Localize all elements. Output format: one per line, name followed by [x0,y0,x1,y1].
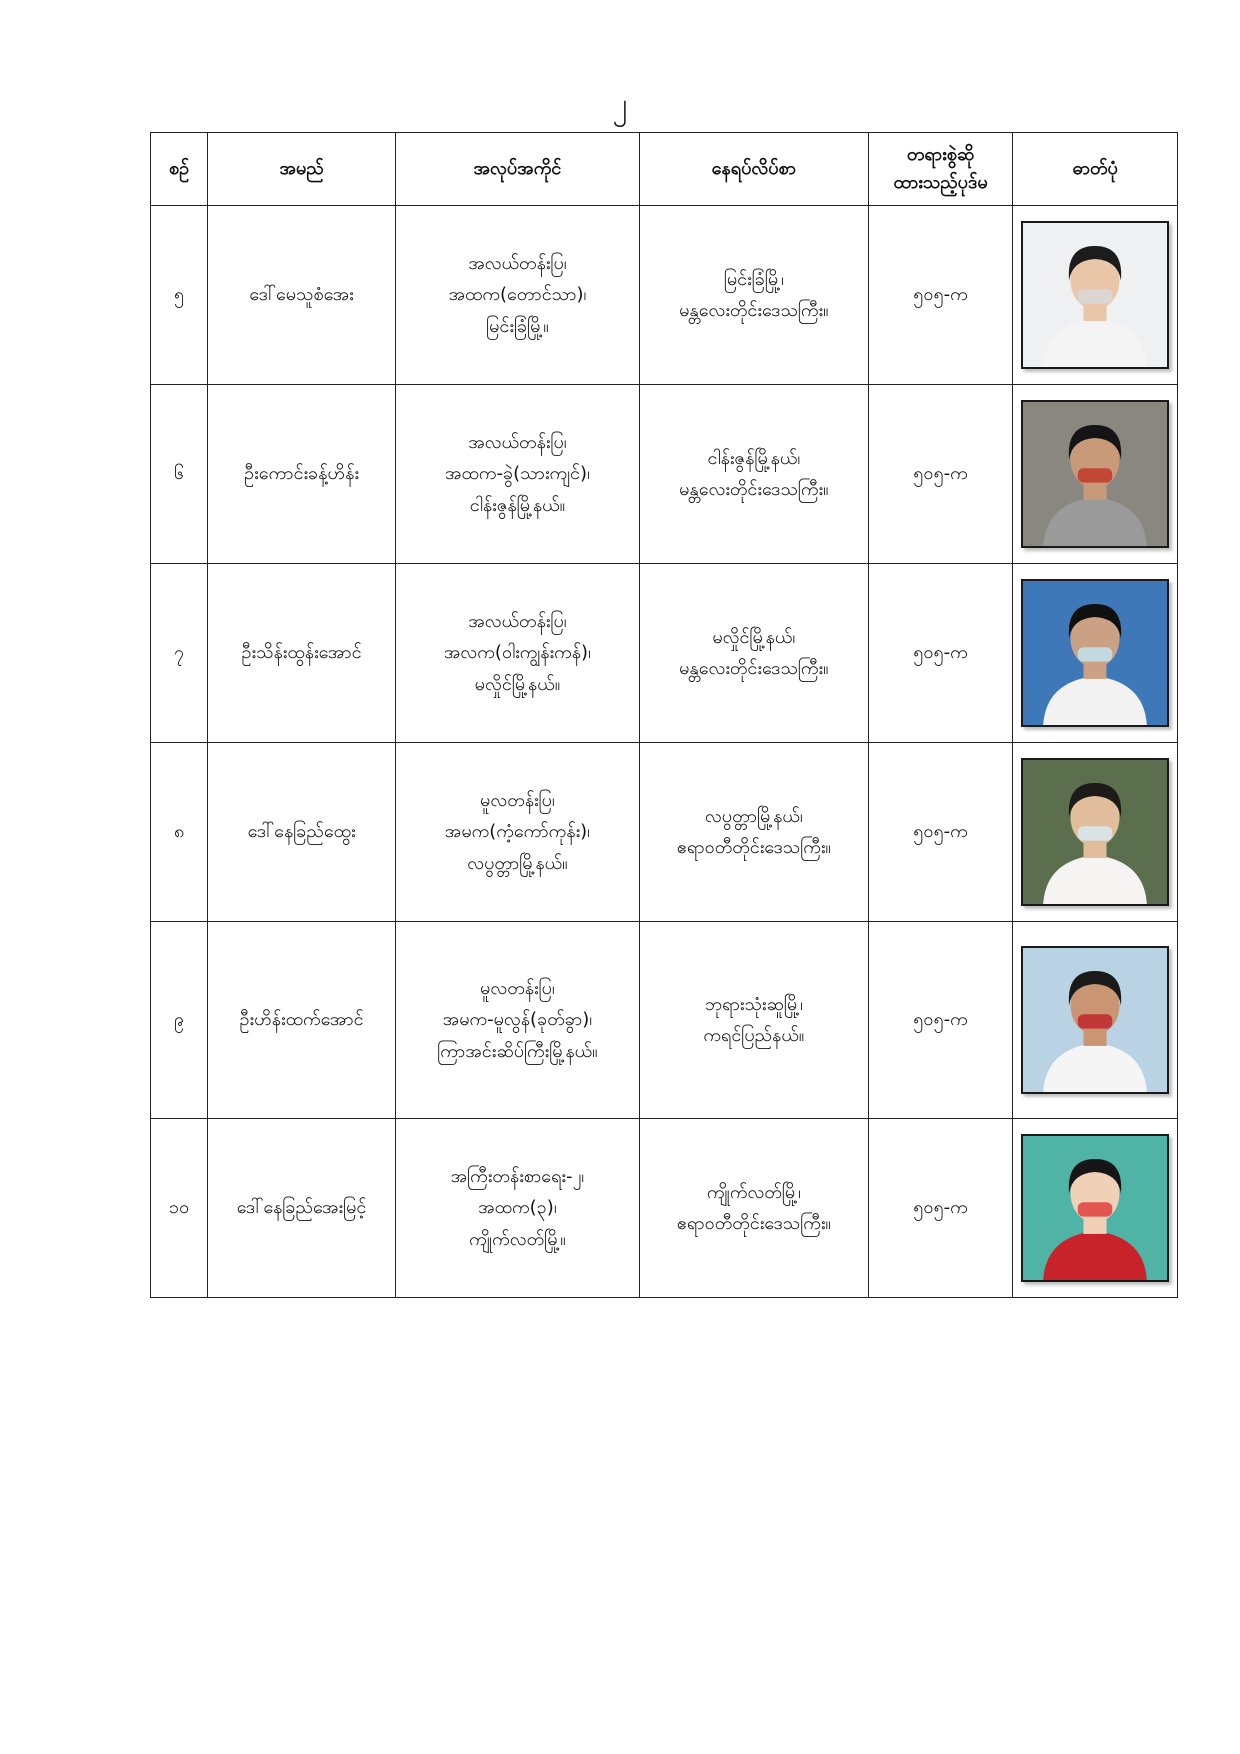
cell-charge: ၅၀၅-က [868,564,1013,743]
portrait-photo [1021,400,1169,548]
position-line: ကျိုက်လတ်မြို့။ [469,1228,566,1250]
cell-charge: ၅၀၅-က [868,922,1013,1119]
position-line: အမက(ကံ့ကော်ကုန်း)၊ [444,821,591,843]
address-line: မန္တလေးတိုင်းဒေသကြီး။ [679,658,829,679]
cell-address [639,743,868,922]
cell-address [639,385,868,564]
header-name: အမည် [208,133,396,206]
header-no: စဉ် [151,133,208,206]
table-header-row [151,133,1178,206]
position-line: အထက(တောင်သာ)၊ [448,284,587,306]
cell-name: ဒေါ်နေခြည်အေးမြင့် [208,1119,396,1298]
address-line: မြင်းခြံမြို့၊ [723,268,784,290]
detainee-table [150,132,1178,1298]
table-row [151,743,1178,922]
address-line: ဧရာဝတီတိုင်းဒေသကြီး။ [676,837,831,858]
address-line: ကရင်ပြည်နယ်။ [703,1025,805,1046]
position-line: မြင်းခြံမြို့။ [486,315,549,337]
cell-charge: ၅၀၅-က [868,743,1013,922]
cell-no: ၆ [151,385,208,564]
cell-position [395,385,639,564]
cell-photo [1013,385,1178,564]
position-line: အလယ်တန်းပြ၊ [468,610,567,632]
cell-photo [1013,922,1178,1119]
cell-position [395,564,639,743]
cell-name: ဦးသိန်းထွန်းအောင် [208,564,396,743]
address-line: မန္တလေးတိုင်းဒေသကြီး။ [679,479,829,500]
address-line: ဘုရားသုံးဆူမြို့၊ [704,993,803,1015]
position-line: အမက-မူလွန်(ခုတ်ခွာ)၊ [442,1009,593,1031]
cell-no: ၇ [151,564,208,743]
cell-charge: ၅၀၅-က [868,385,1013,564]
cell-position [395,1119,639,1298]
position-line: အထက-ခွဲ(သားကျင်)၊ [444,463,590,485]
position-line: မလှိုင်မြို့နယ်။ [474,673,561,695]
address-line: ငါန်းဇွန်မြို့နယ်၊ [707,447,801,469]
cell-no: ၉ [151,922,208,1119]
position-line: ငါန်းဇွန်မြို့နယ်။ [469,494,566,516]
table-row [151,206,1178,385]
cell-no: ၈ [151,743,208,922]
cell-position [395,206,639,385]
cell-no: ၁၀ [151,1119,208,1298]
position-line: အလယ်တန်းပြ၊ [468,252,567,274]
cell-charge: ၅၀၅-က [868,1119,1013,1298]
position-line: အလယ်တန်းပြ၊ [468,431,567,453]
address-line: မန္တလေးတိုင်းဒေသကြီး။ [679,300,829,321]
cell-position [395,922,639,1119]
cell-photo [1013,743,1178,922]
cell-address [639,564,868,743]
cell-address [639,206,868,385]
cell-position [395,743,639,922]
table-row [151,564,1178,743]
position-line: ကြာအင်းဆိပ်ကြီးမြို့နယ်။ [437,1040,598,1062]
address-line: လပွတ္တာမြို့နယ်၊ [704,805,803,827]
header-photo: ဓာတ်ပုံ [1013,133,1178,206]
position-line: အကြီးတန်းစာရေး-၂၊ [450,1165,585,1187]
table-row [151,1119,1178,1298]
header-address: နေရပ်လိပ်စာ [639,133,868,206]
address-line: ကျိုက်လတ်မြို့၊ [706,1181,801,1203]
table-row [151,922,1178,1119]
cell-address [639,1119,868,1298]
cell-name: ဦးကောင်းခန့်ဟိန်း [208,385,396,564]
cell-name: ဒေါ်မေသူစံအေး [208,206,396,385]
position-line: မူလတန်းပြ၊ [480,789,555,811]
header-charge-line: တရားစွဲဆို [906,144,975,166]
cell-address [639,922,868,1119]
header-position: အလုပ်အကိုင် [395,133,639,206]
header-charge [868,133,1013,206]
page-number: ၂ [612,87,628,122]
portrait-photo [1021,579,1169,727]
address-line: မလှိုင်မြို့နယ်၊ [712,626,796,648]
header-charge-line: ထားသည့်ပုဒ်မ [893,172,988,193]
cell-photo [1013,1119,1178,1298]
cell-photo [1013,564,1178,743]
cell-charge: ၅၀၅-က [868,206,1013,385]
position-line: အလက(ဝါးကျွန်းကန်)၊ [443,642,591,664]
position-line: မူလတန်းပြ၊ [480,977,555,999]
cell-photo [1013,206,1178,385]
position-line: လပွတ္တာမြို့နယ်။ [467,852,568,874]
portrait-photo [1021,221,1169,369]
portrait-photo [1021,758,1169,906]
cell-name: ဒေါ်နေခြည်ထွေး [208,743,396,922]
cell-no: ၅ [151,206,208,385]
address-line: ဧရာဝတီတိုင်းဒေသကြီး။ [676,1213,831,1234]
table-row [151,385,1178,564]
portrait-photo [1021,1134,1169,1282]
position-line: အထက(၃)၊ [478,1197,557,1219]
portrait-photo [1021,946,1169,1094]
cell-name: ဦးဟိန်းထက်အောင် [208,922,396,1119]
